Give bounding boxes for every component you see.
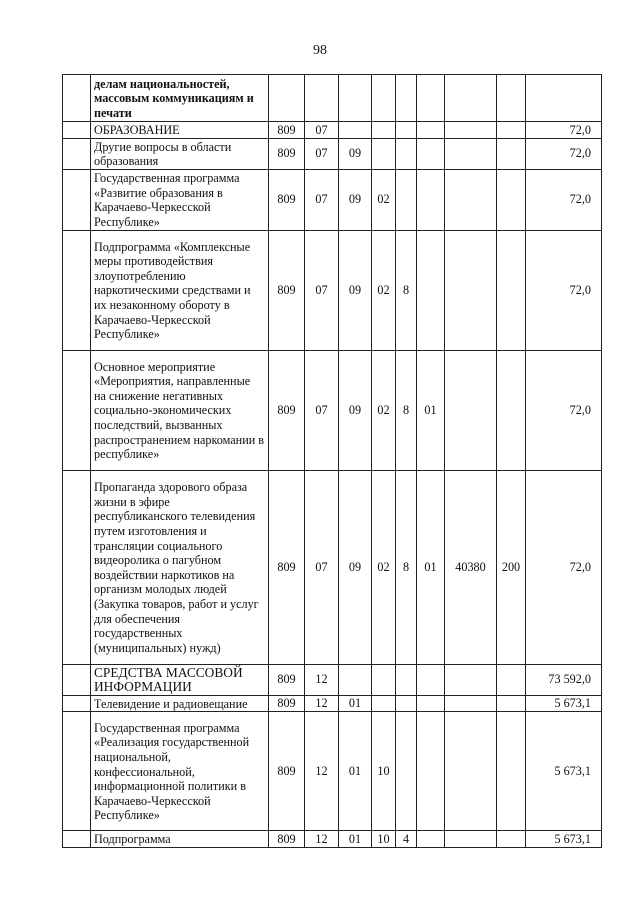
- direction-cell: [445, 138, 497, 169]
- grbs-cell: 809: [269, 350, 305, 470]
- item-name-cell: Пропаганда здорового образа жизни в эфире республиканского телевидения путем изготовления и трансляции социального видеоролика о пагубном воздействии наркотиков на организм молодых людей (Закупка товаров, работ и услуг для обеспечения государственных (муниципальных) нужд): [91, 470, 269, 664]
- measure-cell: [417, 122, 445, 139]
- measure-cell: [417, 695, 445, 712]
- item-name-cell: Основное мероприятие «Мероприятия, направленные на снижение негативных социально-экономических последствий, вызванных распространением наркомании в республике»: [91, 350, 269, 470]
- amount-cell: 5 673,1: [526, 712, 602, 831]
- amount-cell: 72,0: [526, 122, 602, 139]
- item-name-cell: Телевидение и радиовещание: [91, 695, 269, 712]
- program-cell: [372, 138, 396, 169]
- subsection-cell: 09: [339, 169, 372, 230]
- table-row: [63, 138, 602, 169]
- grbs-cell: 809: [269, 831, 305, 848]
- subprogram-cell: 8: [396, 350, 417, 470]
- row-marker-cell: [63, 695, 91, 712]
- table-row: [63, 169, 602, 230]
- expense-type-cell: [497, 712, 526, 831]
- grbs-cell: 809: [269, 122, 305, 139]
- item-name-cell: СРЕДСТВА МАССОВОЙ ИНФОРМАЦИИ: [91, 664, 269, 695]
- subsection-cell: [339, 664, 372, 695]
- section-cell: 12: [305, 695, 339, 712]
- budget-table: [62, 74, 602, 848]
- amount-cell: 5 673,1: [526, 831, 602, 848]
- program-cell: 02: [372, 470, 396, 664]
- grbs-cell: 809: [269, 230, 305, 350]
- expense-type-cell: [497, 122, 526, 139]
- direction-cell: [445, 350, 497, 470]
- measure-cell: [417, 75, 445, 122]
- row-marker-cell: [63, 169, 91, 230]
- measure-cell: [417, 169, 445, 230]
- program-cell: [372, 122, 396, 139]
- direction-cell: [445, 230, 497, 350]
- subsection-cell: 01: [339, 712, 372, 831]
- measure-cell: [417, 831, 445, 848]
- direction-cell: [445, 122, 497, 139]
- amount-cell: 72,0: [526, 350, 602, 470]
- table-row: [63, 122, 602, 139]
- expense-type-cell: [497, 695, 526, 712]
- subsection-cell: 01: [339, 695, 372, 712]
- direction-cell: [445, 169, 497, 230]
- expense-type-cell: [497, 169, 526, 230]
- expense-type-cell: [497, 664, 526, 695]
- item-name-cell: Подпрограмма «Комплексные меры противодействия злоупотреблению наркотическими средствами и их незаконному обороту в Карачаево-Черкесской Республике»: [91, 230, 269, 350]
- row-marker-cell: [63, 230, 91, 350]
- item-name-cell: Государственная программа «Развитие образования в Карачаево-Черкесской Республике»: [91, 169, 269, 230]
- item-name-cell: Государственная программа «Реализация государственной национальной, конфессиональной, информационной политики в Карачаево-Черкесской Республике»: [91, 712, 269, 831]
- table-row: [63, 75, 602, 122]
- grbs-cell: 809: [269, 695, 305, 712]
- grbs-cell: 809: [269, 470, 305, 664]
- measure-cell: 01: [417, 470, 445, 664]
- grbs-cell: [269, 75, 305, 122]
- subprogram-cell: [396, 712, 417, 831]
- subprogram-cell: 8: [396, 470, 417, 664]
- amount-cell: 73 592,0: [526, 664, 602, 695]
- row-marker-cell: [63, 664, 91, 695]
- table-row: [63, 470, 602, 664]
- grbs-cell: 809: [269, 169, 305, 230]
- direction-cell: [445, 831, 497, 848]
- direction-cell: [445, 712, 497, 831]
- table-row: [63, 230, 602, 350]
- expense-type-cell: 200: [497, 470, 526, 664]
- table-row: [63, 350, 602, 470]
- subsection-cell: 01: [339, 831, 372, 848]
- program-cell: 10: [372, 712, 396, 831]
- item-name-cell: ОБРАЗОВАНИЕ: [91, 122, 269, 139]
- amount-cell: 72,0: [526, 470, 602, 664]
- table-row: [63, 831, 602, 848]
- expense-type-cell: [497, 350, 526, 470]
- subprogram-cell: [396, 122, 417, 139]
- amount-cell: 72,0: [526, 230, 602, 350]
- program-cell: [372, 75, 396, 122]
- subprogram-cell: [396, 138, 417, 169]
- grbs-cell: 809: [269, 664, 305, 695]
- direction-cell: 40380: [445, 470, 497, 664]
- program-cell: [372, 664, 396, 695]
- subsection-cell: 09: [339, 350, 372, 470]
- item-name-cell: Подпрограмма: [91, 831, 269, 848]
- amount-cell: 72,0: [526, 169, 602, 230]
- section-cell: 07: [305, 122, 339, 139]
- program-cell: 02: [372, 169, 396, 230]
- row-marker-cell: [63, 350, 91, 470]
- section-cell: 07: [305, 470, 339, 664]
- item-name-cell: Другие вопросы в области образования: [91, 138, 269, 169]
- row-marker-cell: [63, 75, 91, 122]
- expense-type-cell: [497, 831, 526, 848]
- row-marker-cell: [63, 712, 91, 831]
- subprogram-cell: [396, 695, 417, 712]
- section-cell: [305, 75, 339, 122]
- measure-cell: [417, 230, 445, 350]
- measure-cell: [417, 138, 445, 169]
- amount-cell: 72,0: [526, 138, 602, 169]
- section-cell: 07: [305, 350, 339, 470]
- subprogram-cell: [396, 664, 417, 695]
- subsection-cell: [339, 75, 372, 122]
- direction-cell: [445, 695, 497, 712]
- table-row: [63, 712, 602, 831]
- subprogram-cell: [396, 169, 417, 230]
- expense-type-cell: [497, 230, 526, 350]
- subsection-cell: [339, 122, 372, 139]
- section-cell: 07: [305, 230, 339, 350]
- measure-cell: [417, 664, 445, 695]
- section-cell: 07: [305, 169, 339, 230]
- row-marker-cell: [63, 138, 91, 169]
- grbs-cell: 809: [269, 712, 305, 831]
- measure-cell: [417, 712, 445, 831]
- expense-type-cell: [497, 75, 526, 122]
- table-row: [63, 664, 602, 695]
- direction-cell: [445, 75, 497, 122]
- subprogram-cell: 8: [396, 230, 417, 350]
- expense-type-cell: [497, 138, 526, 169]
- subsection-cell: 09: [339, 470, 372, 664]
- amount-cell: 5 673,1: [526, 695, 602, 712]
- row-marker-cell: [63, 122, 91, 139]
- item-name-cell: делам национальностей, массовым коммуникациям и печати: [91, 75, 269, 122]
- table-row: [63, 695, 602, 712]
- grbs-cell: 809: [269, 138, 305, 169]
- section-cell: 12: [305, 712, 339, 831]
- subprogram-cell: 4: [396, 831, 417, 848]
- program-cell: 10: [372, 831, 396, 848]
- amount-cell: [526, 75, 602, 122]
- row-marker-cell: [63, 470, 91, 664]
- section-cell: 07: [305, 138, 339, 169]
- program-cell: 02: [372, 350, 396, 470]
- direction-cell: [445, 664, 497, 695]
- subprogram-cell: [396, 75, 417, 122]
- subsection-cell: 09: [339, 138, 372, 169]
- subsection-cell: 09: [339, 230, 372, 350]
- row-marker-cell: [63, 831, 91, 848]
- measure-cell: 01: [417, 350, 445, 470]
- program-cell: [372, 695, 396, 712]
- section-cell: 12: [305, 831, 339, 848]
- program-cell: 02: [372, 230, 396, 350]
- page-number: 98: [313, 43, 327, 58]
- section-cell: 12: [305, 664, 339, 695]
